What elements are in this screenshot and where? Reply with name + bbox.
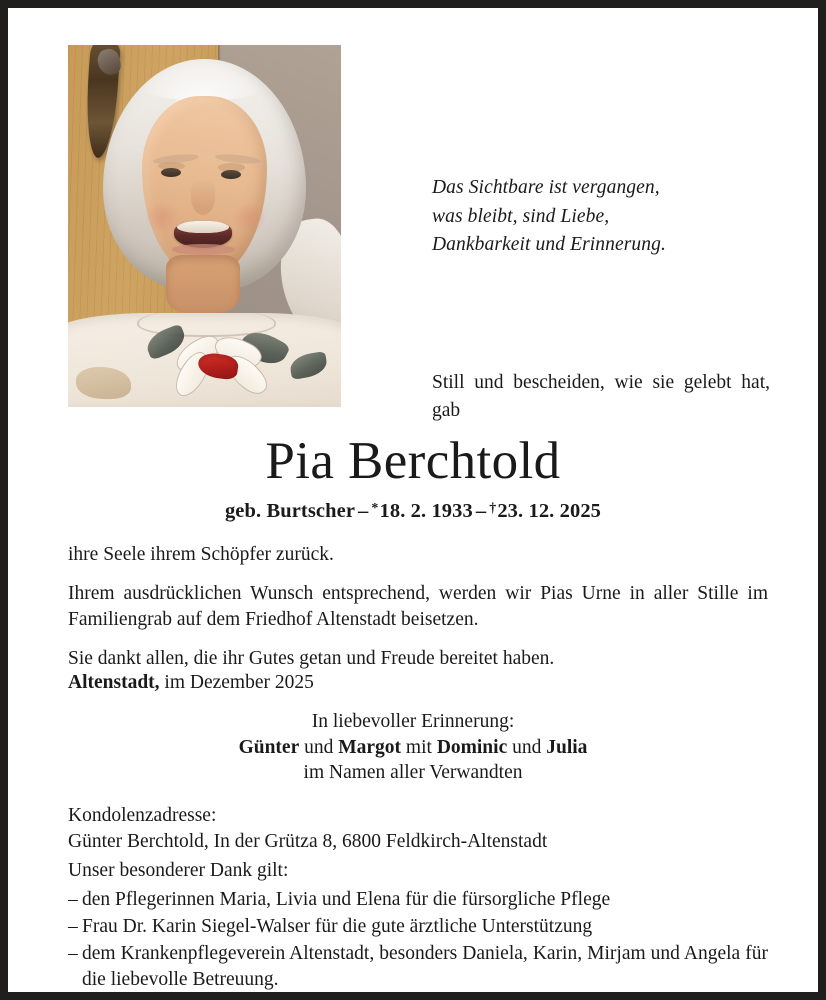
body-paragraph-3: Sie dankt allen, die ihr Gutes getan und Freude bereitet haben. — [68, 647, 555, 669]
thanks-bullet: – — [68, 943, 78, 965]
birth-date: 18. 2. 1933 — [379, 500, 473, 522]
photo-blouse-leaf — [288, 351, 328, 380]
place-name: Altenstadt, — [68, 672, 160, 693]
family-name-3: Dominic — [436, 736, 508, 758]
photo-lower-lip — [172, 244, 235, 255]
epigraph-line-2: was bleibt, sind Liebe, — [432, 205, 610, 227]
body-text — [68, 542, 768, 672]
condolence-label: Kondolenzadresse: — [68, 805, 217, 826]
thanks-item-text: den Pflegerinnen Maria, Livia und Elena für die fürsorgliche Pflege — [82, 889, 611, 910]
lead-sentence: Still und bescheiden, wie sie gelebt hat, gab — [432, 372, 770, 421]
thanks-item-text: dem Krankenpflegeverein Altenstadt, besonders Daniela, Karin, Mirjam und Angela für die liebevolle Betreuung. — [82, 943, 768, 991]
epigraph-line-3: Dankbarkeit und Erinnerung. — [432, 234, 666, 256]
birth-symbol: * — [371, 501, 379, 516]
photo-blouse-pattern-tan — [76, 367, 131, 399]
family-name-2: Margot — [338, 736, 402, 758]
memorial-conj-3: und — [507, 736, 547, 758]
body-paragraph-2: Ihrem ausdrücklichen Wunsch entsprechend, werden wir Pias Urne in aller Stille im Familiengrab auf dem Friedhof Altenstadt beisetzen. — [68, 582, 768, 631]
photo-eye-right — [221, 170, 241, 179]
thanks-bullet: – — [68, 889, 78, 910]
place-date: im Dezember 2025 — [159, 672, 314, 693]
thanks-list — [68, 887, 768, 995]
portrait-photo — [68, 45, 341, 407]
thanks-list-item — [68, 941, 768, 993]
photo-neck — [166, 255, 240, 313]
thanks-heading: Unser besonderer Dank gilt: — [68, 860, 289, 881]
epigraph — [432, 174, 772, 260]
dates-dash-1: – — [358, 500, 369, 522]
thanks-item-text: Frau Dr. Karin Siegel-Walser für die gute ärztliche Unterstützung — [82, 916, 593, 938]
dates-line — [8, 500, 818, 523]
memorial-block — [8, 709, 818, 786]
death-symbol: † — [489, 501, 497, 516]
memorial-conj-2: mit — [401, 736, 437, 758]
family-name-4: Julia — [546, 736, 588, 758]
deceased-name: Pia Berchtold — [265, 432, 561, 490]
condolence-address — [68, 803, 547, 855]
epigraph-line-1: Das Sichtbare ist vergangen, — [432, 177, 660, 198]
place-date-line — [68, 672, 314, 694]
memorial-closing: im Namen aller Verwandten — [303, 762, 523, 784]
maiden-name: geb. Burtscher — [224, 500, 356, 522]
thanks-bullet: – — [68, 916, 78, 938]
memorial-intro: In liebevoller Erinnerung: — [311, 711, 515, 732]
notice-page — [8, 8, 818, 992]
portrait-photo-image — [68, 45, 341, 407]
death-date: 23. 12. 2025 — [497, 500, 602, 522]
body-paragraph-1: ihre Seele ihrem Schöpfer zurück. — [68, 544, 334, 565]
dates-dash-2: – — [475, 500, 487, 522]
condolence-address-line: Günter Berchtold, In der Grützа 8, 6800 Feldkirch-Altenstadt — [68, 831, 548, 853]
photo-teeth — [177, 221, 230, 233]
photo-blouse — [68, 313, 341, 407]
memorial-names-line — [8, 735, 818, 761]
family-name-1: Günter — [238, 736, 300, 758]
memorial-conj-1: und — [299, 736, 339, 758]
thanks-list-item — [68, 887, 768, 913]
thanks-list-item — [68, 914, 768, 940]
